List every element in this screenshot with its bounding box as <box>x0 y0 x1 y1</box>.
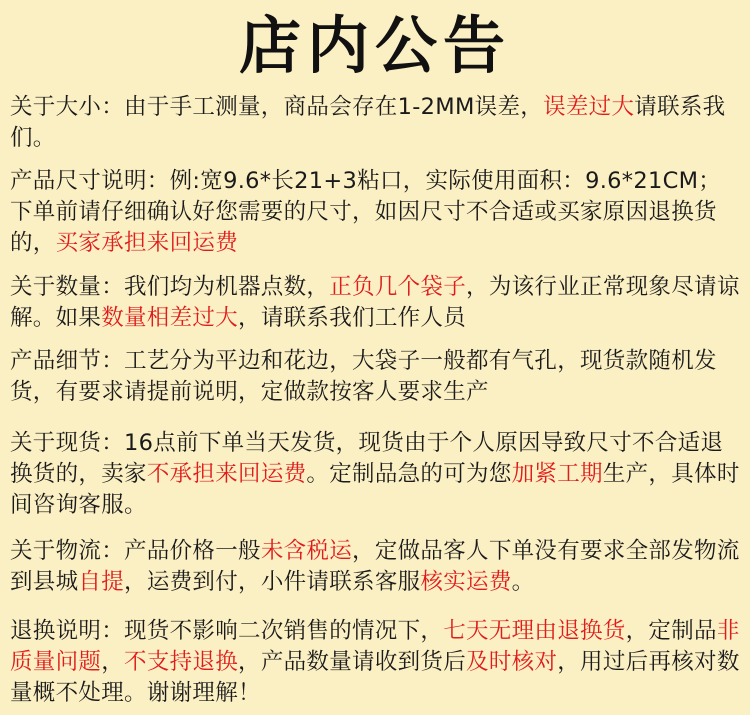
notice-title: 店内公告 <box>238 9 511 82</box>
body-text: 。定制品急的可为您 <box>306 461 512 487</box>
body-text: 关于数量：我们均为机器点数， <box>10 274 330 300</box>
body-text: ， <box>101 649 125 675</box>
body-text: 关于现货：16点前下单当天发货，现货由于个人原因导致尺寸不合适退换货的，卖家 <box>10 430 724 487</box>
highlight-text: 自提 <box>78 569 125 595</box>
paragraph-size <box>10 92 740 154</box>
highlight-text: 数量相差过大 <box>101 305 239 331</box>
highlight-text: 正负几个袋子 <box>329 274 467 300</box>
highlight-text: 未含税运 <box>260 538 353 564</box>
body-text: ，用过后再核对数量概不处理。谢谢理解！ <box>10 649 740 706</box>
body-text: ，定制品 <box>625 618 717 644</box>
highlight-text: 非质量问题 <box>10 618 740 675</box>
highlight-text: 加紧工期 <box>511 461 603 487</box>
body-text: ，请联系我们工作人员 <box>238 305 467 331</box>
highlight-text: 核实运费 <box>420 569 512 595</box>
body-text: 关于物流：产品价格一般 <box>10 538 261 564</box>
highlight-text: 买家承担来回运费 <box>55 230 239 256</box>
body-text: 请联系我们。 <box>10 94 726 151</box>
paragraph-logistics <box>10 536 740 598</box>
paragraph-stock <box>10 428 740 521</box>
body-text: 关于大小：由于手工测量，商品会存在1-2MM误差， <box>10 94 544 120</box>
body-text: 产品细节：工艺分为平边和花边，大袋子一般都有气孔，现货款随机发货，有要求请提前说明，定做款按客人要求生产 <box>10 348 717 405</box>
body-text: ，运费到付，小件请联系客服 <box>124 569 421 595</box>
paragraph-quantity <box>10 272 740 334</box>
paragraph-dimensions <box>10 166 740 259</box>
body-text: 退换说明：现货不影响二次销售的情况下， <box>10 618 444 644</box>
highlight-text: 误差过大 <box>543 94 635 120</box>
paragraph-returns <box>10 616 740 709</box>
highlight-text: 及时核对 <box>466 649 558 675</box>
paragraph-details <box>10 346 740 408</box>
body-text: ，产品数量请收到货后 <box>238 649 467 675</box>
body-text: 。 <box>511 569 535 595</box>
body-text: 生产，具体时间咨询客服。 <box>10 461 740 518</box>
highlight-text: 七天无理由退换货 <box>443 618 626 644</box>
body-text: ，为该行业正常现象尽请谅解。如果 <box>10 274 740 331</box>
highlight-text: 不支持退换 <box>124 649 239 675</box>
body-text: ，定做品客人下单没有要求全部发物流到县城 <box>10 538 740 595</box>
body-text: 产品尺寸说明：例:宽9.6*长21+3粘口，实际使用面积：9.6*21CM；下单前请仔细确认好您需要的尺寸，如因尺寸不合适或买家原因退换货的， <box>10 168 722 256</box>
highlight-text: 不承担来回运费 <box>146 461 307 487</box>
